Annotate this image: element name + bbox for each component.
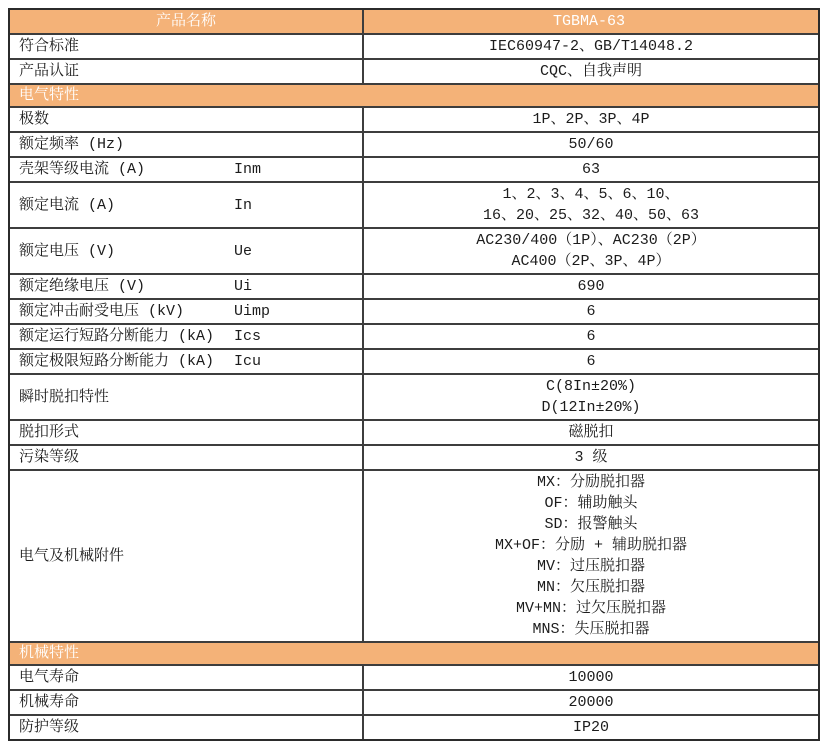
row-label-cell: [10, 108, 364, 131]
row-value-cell: [364, 446, 818, 469]
row-label-cell: [10, 666, 364, 689]
row-label-cell: [10, 350, 364, 373]
row-value-line: 1、2、3、4、5、6、10、: [502, 186, 680, 203]
row-label: 额定绝缘电压 (V): [19, 278, 146, 295]
row-insulation-voltage: [10, 275, 818, 300]
row-value-cell: [364, 183, 818, 227]
row-label-cell: [10, 133, 364, 156]
row-value-line: MX：分励脱扣器: [536, 474, 645, 491]
row-label-cell: [10, 375, 364, 419]
row-value: 3 级: [574, 449, 608, 466]
row-value: 6: [586, 303, 596, 320]
table-header-row: [10, 10, 818, 35]
row-value: IP20: [572, 719, 609, 736]
header-model-value: TGBMA-63: [552, 13, 625, 30]
row-label-cell: [10, 446, 364, 469]
row-certification: [10, 60, 818, 85]
header-product-name-cell: [10, 10, 364, 33]
row-value: 20000: [568, 694, 614, 711]
row-label: 瞬时脱扣特性: [19, 388, 110, 406]
row-value-cell: [364, 666, 818, 689]
row-label: 脱扣形式: [19, 424, 80, 441]
row-value: 6: [586, 353, 596, 370]
row-value: 1P、2P、3P、4P: [532, 111, 650, 128]
row-instant-trip-characteristic: [10, 375, 818, 421]
row-value-line: C(8In±20%): [545, 378, 636, 395]
section-row-electrical: [10, 85, 818, 108]
row-value-cell: [364, 229, 818, 273]
row-symbol: Icu: [234, 353, 262, 370]
row-value-line: MX+OF：分励 + 辅助脱扣器: [494, 537, 687, 554]
row-value-cell: [364, 375, 818, 419]
row-ultimate-breaking-capacity: [10, 350, 818, 375]
row-value-cell: [364, 275, 818, 298]
row-value-line: AC230/400（1P）、AC230（2P）: [476, 232, 706, 249]
row-value: 63: [581, 161, 600, 178]
row-value-cell: [364, 471, 818, 641]
row-value-line: MV：过压脱扣器: [536, 558, 645, 575]
row-value-cell: [364, 158, 818, 181]
row-trip-type: [10, 421, 818, 446]
row-value-cell: [364, 133, 818, 156]
row-symbol: Ue: [234, 242, 253, 260]
row-frame-current: [10, 158, 818, 183]
row-value-cell: [364, 35, 818, 58]
row-label-cell: [10, 229, 364, 273]
row-label: 额定电流 (A): [19, 196, 116, 214]
row-label: 产品认证: [19, 63, 80, 80]
row-standards: [10, 35, 818, 60]
row-label: 防护等级: [19, 719, 80, 736]
row-label: 壳架等级电流 (A): [19, 161, 146, 178]
row-label: 极数: [19, 111, 50, 128]
row-accessories: [10, 471, 818, 643]
row-impulse-voltage: [10, 300, 818, 325]
row-label-cell: [10, 421, 364, 444]
row-value-line: SD：报警触头: [544, 516, 638, 533]
row-rated-frequency: [10, 133, 818, 158]
row-value-cell: [364, 300, 818, 323]
row-value-line: MN：欠压脱扣器: [536, 579, 645, 596]
product-spec-table: [8, 8, 820, 741]
row-label: 符合标准: [19, 38, 80, 55]
row-label-cell: [10, 325, 364, 348]
row-value-cell: [364, 108, 818, 131]
row-value-cell: [364, 691, 818, 714]
row-label: 额定运行短路分断能力 (kA): [19, 328, 215, 345]
row-value: 磁脱扣: [568, 424, 614, 441]
row-label-cell: [10, 300, 364, 323]
row-label: 污染等级: [19, 449, 80, 466]
row-label: 电气及机械附件: [19, 547, 125, 565]
row-symbol: In: [234, 196, 253, 214]
row-mechanical-life: [10, 691, 818, 716]
row-value: 6: [586, 328, 596, 345]
row-rated-voltage: [10, 229, 818, 275]
row-symbol: Inm: [234, 161, 262, 178]
row-label: 电气寿命: [19, 669, 80, 686]
row-value-line: MV+MN：过欠压脱扣器: [515, 600, 666, 617]
row-value-line: 16、20、25、32、40、50、63: [482, 207, 700, 224]
row-value-cell: [364, 421, 818, 444]
row-value: 10000: [568, 669, 614, 686]
row-label: 机械寿命: [19, 694, 80, 711]
row-label: 额定电压 (V): [19, 242, 116, 260]
row-label-cell: [10, 471, 364, 641]
row-label-cell: [10, 35, 364, 58]
section-title: 电气特性: [19, 87, 80, 104]
row-electrical-life: [10, 666, 818, 691]
row-label-cell: [10, 691, 364, 714]
row-label: 额定极限短路分断能力 (kA): [19, 353, 215, 370]
row-pollution-degree: [10, 446, 818, 471]
row-value: CQC、自我声明: [539, 63, 642, 80]
row-label: 额定频率 (Hz): [19, 136, 125, 153]
header-model-cell: [364, 10, 818, 33]
row-symbol: Uimp: [234, 303, 271, 320]
row-rated-current: [10, 183, 818, 229]
row-value-line: AC400（2P、3P、4P）: [511, 253, 671, 270]
row-label-cell: [10, 158, 364, 181]
row-value-cell: [364, 350, 818, 373]
header-product-name-label: 产品名称: [155, 13, 216, 30]
row-symbol: Ui: [234, 278, 253, 295]
row-service-breaking-capacity: [10, 325, 818, 350]
row-label-cell: [10, 183, 364, 227]
row-poles: [10, 108, 818, 133]
row-label-cell: [10, 60, 364, 83]
section-title: 机械特性: [19, 645, 80, 662]
row-value: IEC60947-2、GB/T14048.2: [488, 38, 694, 55]
row-value-line: MNS：失压脱扣器: [532, 621, 650, 638]
row-symbol: Ics: [234, 328, 262, 345]
row-value: 690: [577, 278, 605, 295]
row-value-cell: [364, 325, 818, 348]
row-value-cell: [364, 60, 818, 83]
section-row-mechanical: [10, 643, 818, 666]
row-label-cell: [10, 275, 364, 298]
row-label: 额定冲击耐受电压 (kV): [19, 303, 185, 320]
row-value-line: D(12In±20%): [541, 399, 641, 416]
row-value-line: OF：辅助触头: [544, 495, 638, 512]
row-value: 50/60: [568, 136, 614, 153]
